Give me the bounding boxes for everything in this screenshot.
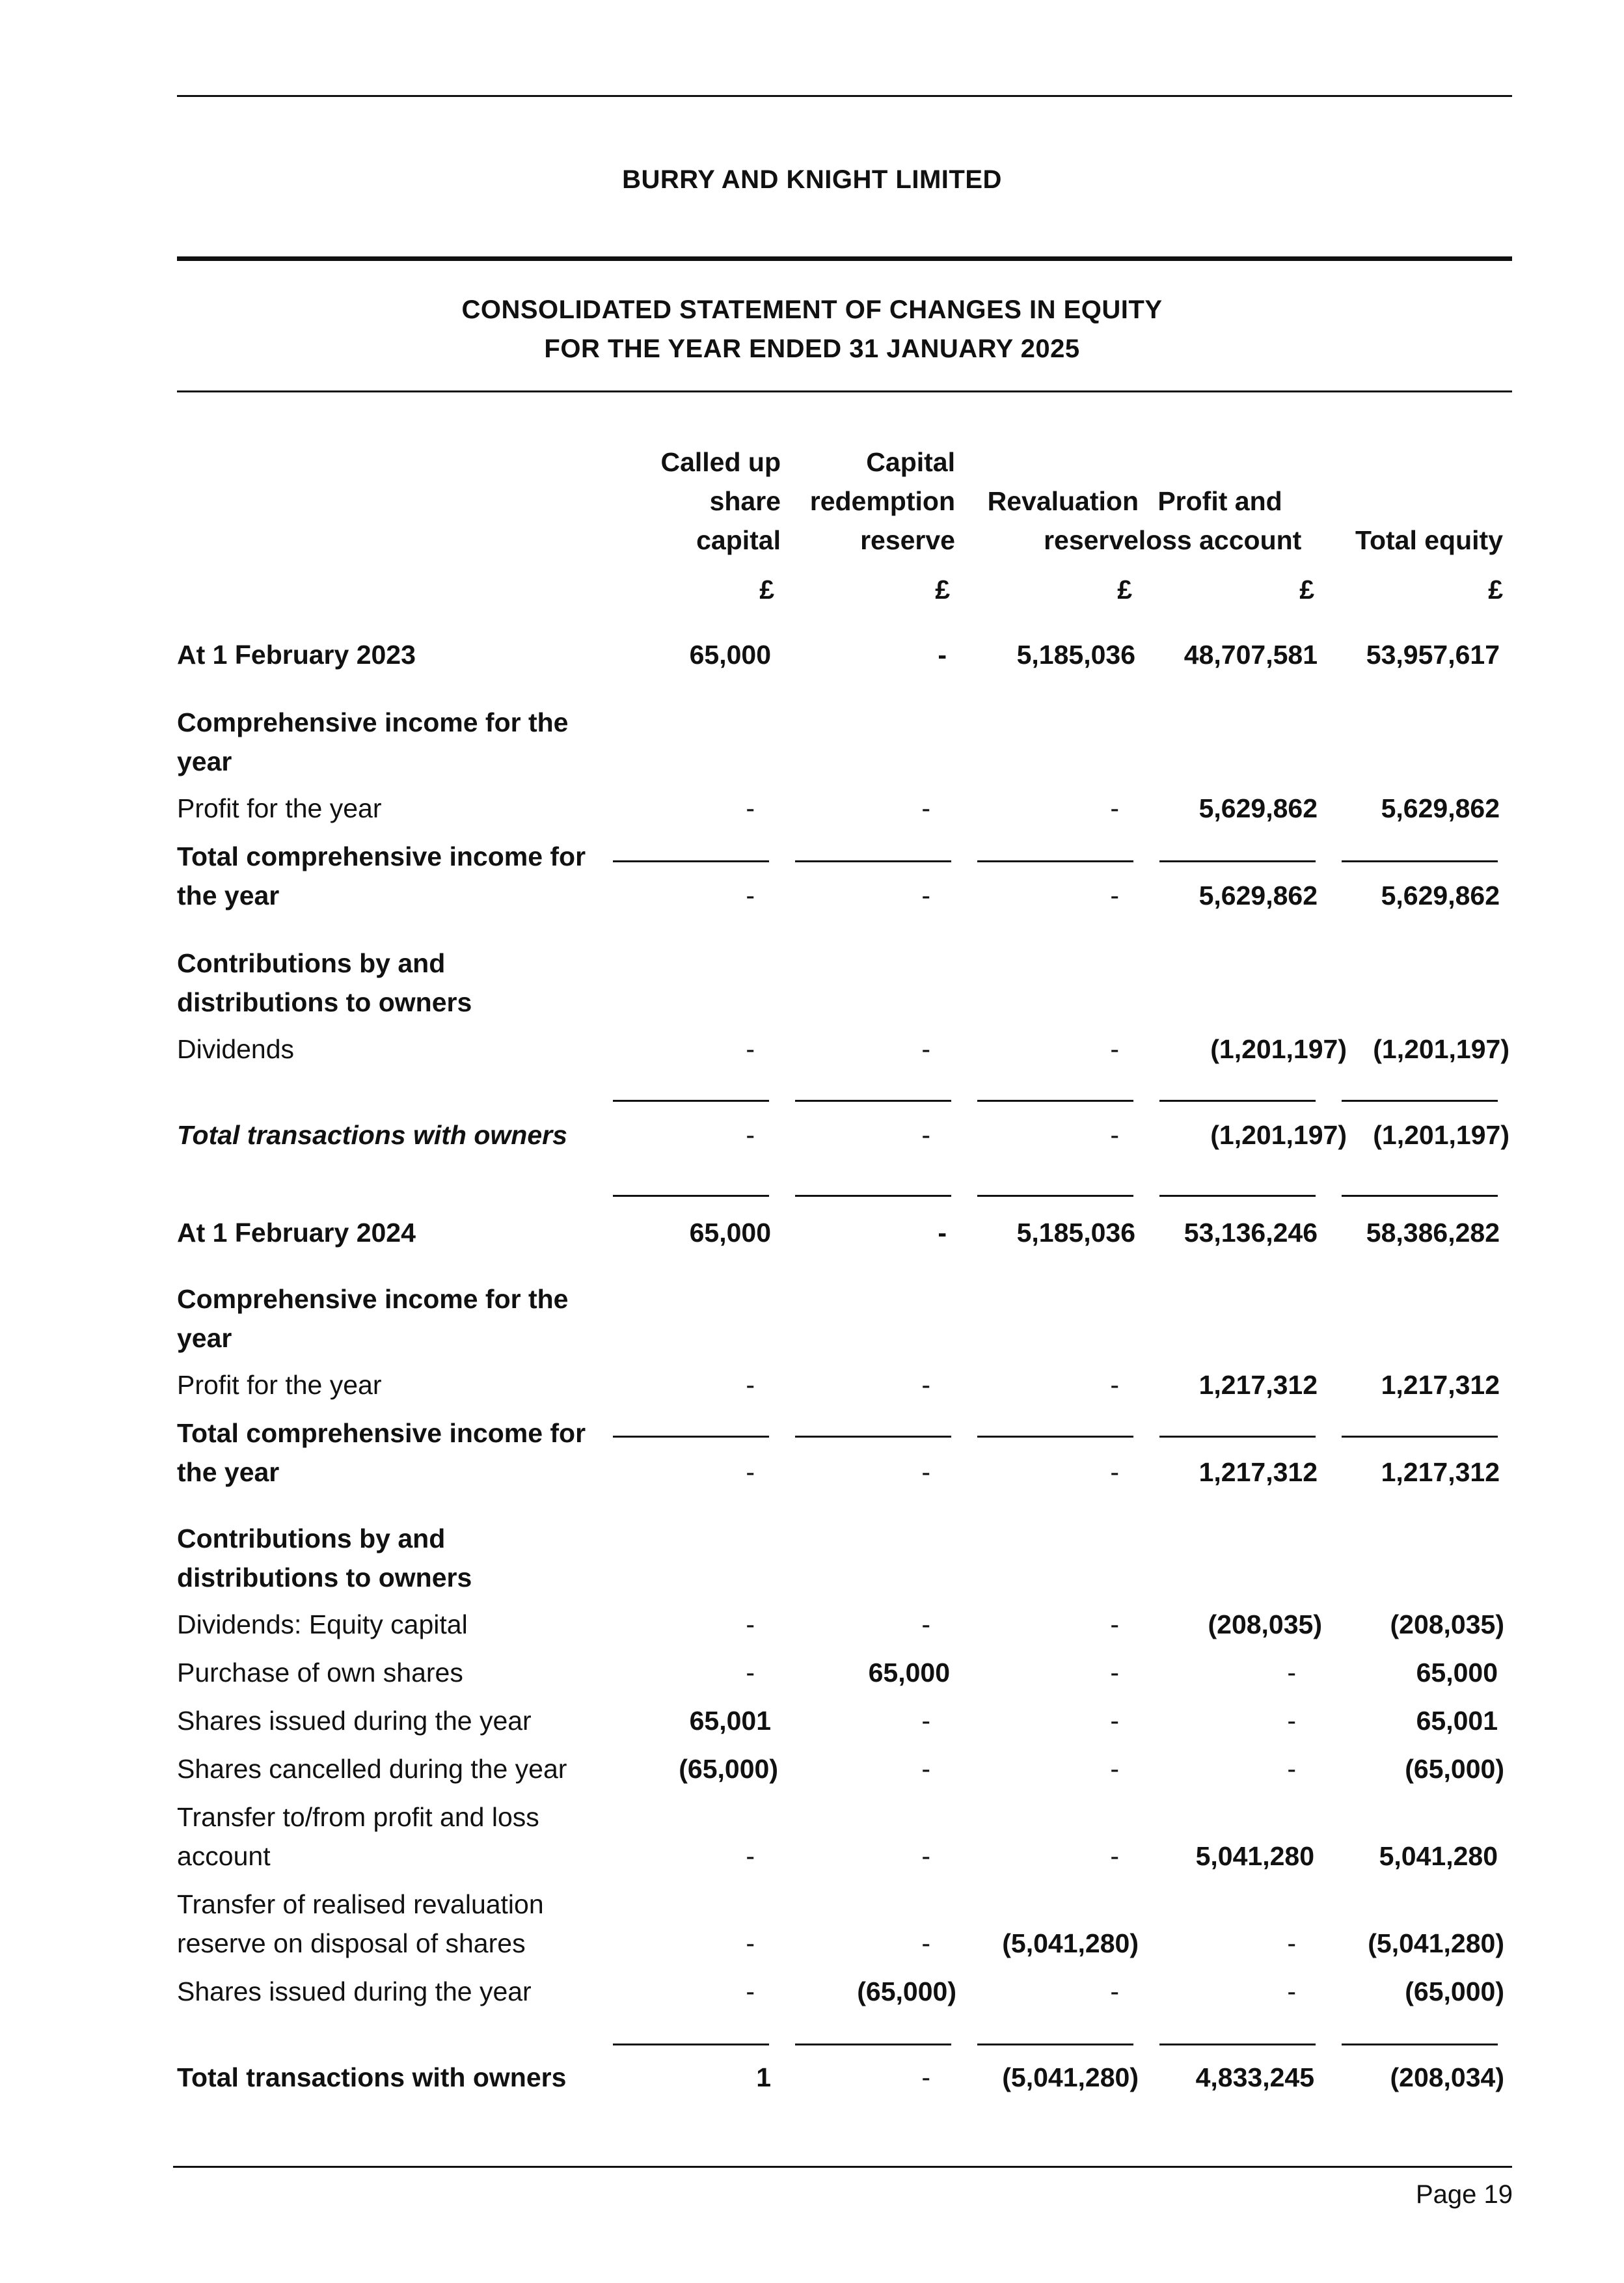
cell: -	[1110, 1706, 1119, 1736]
subtotal-underline	[613, 1100, 769, 1102]
cell: (65,000)	[1405, 1754, 1504, 1784]
subtotal-underline	[1159, 1100, 1316, 1102]
statement-period: FOR THE YEAR ENDED 31 JANUARY 2025	[544, 335, 1080, 363]
cell: (5,041,280)	[1002, 2062, 1139, 2092]
row-label-total-transactions-2025: Total transactions with owners	[177, 2062, 567, 2092]
cell: (1,201,197)	[1210, 1034, 1347, 1064]
cell: 65,000	[1416, 1658, 1498, 1688]
subtotal-underline	[1342, 1436, 1498, 1438]
subtotal-underline	[1342, 2044, 1498, 2045]
cell: -	[746, 1034, 755, 1064]
cell: (208,035)	[1208, 1609, 1322, 1639]
cell: -	[746, 1658, 755, 1688]
cell: -	[746, 1370, 755, 1400]
cell: -	[921, 1841, 930, 1871]
subtotal-underline	[795, 1436, 951, 1438]
total-underline	[1159, 1195, 1316, 1197]
cell: -	[746, 881, 755, 910]
cell: 65,000	[868, 1658, 950, 1688]
subtotal-underline	[1159, 2044, 1316, 2045]
cell: 1	[756, 2062, 771, 2092]
cell: -	[1110, 1120, 1119, 1150]
cell: -	[1110, 1658, 1119, 1688]
unit-capital-redemption: £	[935, 575, 950, 605]
cell: -	[921, 1609, 930, 1639]
section-heading-contributions: Contributions by and distributions to owners	[177, 1524, 472, 1593]
cell: -	[921, 2062, 930, 2092]
cell: 1,217,312	[1198, 1457, 1318, 1487]
cell: -	[921, 881, 930, 910]
cell: 5,185,036	[1016, 640, 1135, 670]
cell: (1,201,197)	[1210, 1120, 1347, 1150]
cell: -	[938, 1218, 947, 1248]
cell: -	[1110, 881, 1119, 910]
subtotal-underline	[977, 1100, 1133, 1102]
cell: -	[1110, 1457, 1119, 1487]
subtotal-underline	[795, 860, 951, 862]
cell: -	[938, 640, 947, 670]
total-underline	[1342, 1195, 1498, 1197]
cell: -	[1287, 1706, 1296, 1736]
row-label-total-comprehensive-income: Total comprehensive income for the year	[177, 841, 586, 910]
unit-revaluation: £	[1117, 575, 1132, 605]
row-label-shares-issued: Shares issued during the year	[177, 1976, 532, 2006]
cell: 58,386,282	[1366, 1218, 1500, 1248]
cell: (208,035)	[1390, 1609, 1504, 1639]
cell: -	[1110, 1976, 1119, 2006]
cell: (65,000)	[1405, 1976, 1504, 2006]
cell: -	[1110, 793, 1119, 823]
row-label-transfer-profit-loss: Transfer to/from profit and loss account	[177, 1802, 539, 1871]
cell: 5,041,280	[1195, 1841, 1314, 1871]
cell: 1,217,312	[1381, 1457, 1500, 1487]
cell: (65,000)	[679, 1754, 778, 1784]
cell: -	[746, 793, 755, 823]
subtotal-underline	[1342, 860, 1498, 862]
cell: 5,629,862	[1198, 793, 1318, 823]
row-label-at-1-feb-2024: At 1 February 2024	[177, 1218, 416, 1248]
cell: -	[1287, 1658, 1296, 1688]
subtotal-underline	[977, 860, 1133, 862]
section-heading-comprehensive-income: Comprehensive income for the year	[177, 707, 569, 776]
subtotal-underline	[977, 2044, 1133, 2045]
subtotal-underline	[613, 2044, 769, 2045]
cell: (65,000)	[857, 1976, 956, 2006]
row-label-dividends: Dividends	[177, 1034, 295, 1064]
cell: 65,001	[1416, 1706, 1498, 1736]
cell: 1,217,312	[1381, 1370, 1500, 1400]
cell: (1,201,197)	[1373, 1034, 1509, 1064]
cell: -	[746, 1841, 755, 1871]
unit-profit-loss: £	[1299, 575, 1314, 605]
subtotal-underline	[1342, 1100, 1498, 1102]
col-head-profit-loss: Profit and loss account	[1138, 486, 1302, 555]
section-heading-contributions: Contributions by and distributions to owners	[177, 948, 472, 1017]
row-label-at-1-feb-2023: At 1 February 2023	[177, 640, 416, 670]
cell: -	[921, 1754, 930, 1784]
col-head-capital-redemption: Capital redemption reserve	[809, 447, 955, 555]
cell: 5,629,862	[1381, 881, 1500, 910]
cell: -	[1110, 1841, 1119, 1871]
row-label-total-transactions-2024: Total transactions with owners	[177, 1120, 567, 1150]
subtotal-underline	[613, 860, 769, 862]
cell: 1,217,312	[1198, 1370, 1318, 1400]
cell: -	[746, 1976, 755, 2006]
cell: (208,034)	[1390, 2062, 1504, 2092]
cell: (5,041,280)	[1368, 1928, 1504, 1958]
row-label-purchase-own-shares: Purchase of own shares	[177, 1658, 463, 1688]
cell: 53,957,617	[1366, 640, 1500, 670]
subtotal-underline	[1159, 860, 1316, 862]
total-underline	[977, 1195, 1133, 1197]
row-label-transfer-revaluation-reserve: Transfer of realised revaluation reserve on disposal of shares	[177, 1889, 544, 1958]
cell: -	[921, 1120, 930, 1150]
total-underline	[795, 1195, 951, 1197]
statement-title: CONSOLIDATED STATEMENT OF CHANGES IN EQUITY	[461, 295, 1163, 324]
cell: -	[1110, 1370, 1119, 1400]
cell: 65,001	[689, 1706, 771, 1736]
cell: 53,136,246	[1184, 1218, 1318, 1248]
cell: (5,041,280)	[1002, 1928, 1139, 1958]
subtotal-underline	[613, 1436, 769, 1438]
row-label-profit-for-year: Profit for the year	[177, 1370, 382, 1400]
top-rule	[177, 95, 1512, 97]
cell: -	[1287, 1928, 1296, 1958]
cell: -	[746, 1609, 755, 1639]
company-name: BURRY AND KNIGHT LIMITED	[622, 165, 1002, 194]
cell: -	[921, 1457, 930, 1487]
unit-total-equity: £	[1488, 575, 1503, 605]
col-head-called-up: Called up share capital	[660, 447, 781, 555]
row-label-profit-for-year: Profit for the year	[177, 793, 382, 823]
unit-called-up: £	[759, 575, 774, 605]
cell: -	[746, 1928, 755, 1958]
subtotal-underline	[795, 1100, 951, 1102]
col-head-revaluation: Revaluation reserve	[987, 486, 1139, 555]
row-label-total-comprehensive-income: Total comprehensive income for the year	[177, 1418, 586, 1487]
cell: -	[746, 1457, 755, 1487]
cell: 5,629,862	[1381, 793, 1500, 823]
title-top-rule	[177, 256, 1512, 261]
cell: -	[1287, 1754, 1296, 1784]
cell: -	[746, 1120, 755, 1150]
subtotal-underline	[1159, 1436, 1316, 1438]
cell: 5,629,862	[1198, 881, 1318, 910]
cell: 65,000	[689, 1218, 771, 1248]
cell: 5,185,036	[1016, 1218, 1135, 1248]
section-heading-comprehensive-income: Comprehensive income for the year	[177, 1284, 569, 1353]
footer-rule	[173, 2166, 1512, 2168]
cell: 48,707,581	[1184, 640, 1318, 670]
cell: -	[1110, 1034, 1119, 1064]
row-label-shares-issued: Shares issued during the year	[177, 1706, 532, 1736]
cell: (1,201,197)	[1373, 1120, 1509, 1150]
cell: -	[921, 1034, 930, 1064]
row-label-dividends-equity-capital: Dividends: Equity capital	[177, 1609, 468, 1639]
cell: -	[1110, 1754, 1119, 1784]
cell: 65,000	[689, 640, 771, 670]
col-head-total-equity: Total equity	[1355, 525, 1503, 555]
cell: 5,041,280	[1379, 1841, 1498, 1871]
cell: -	[1110, 1609, 1119, 1639]
total-underline	[613, 1195, 769, 1197]
cell: -	[921, 793, 930, 823]
cell: -	[921, 1370, 930, 1400]
cell: 4,833,245	[1195, 2062, 1314, 2092]
page-number: Page 19	[1416, 2180, 1513, 2209]
cell: -	[1287, 1976, 1296, 2006]
title-bottom-rule	[177, 390, 1512, 392]
cell: -	[921, 1928, 930, 1958]
subtotal-underline	[977, 1436, 1133, 1438]
subtotal-underline	[795, 2044, 951, 2045]
cell: -	[921, 1706, 930, 1736]
row-label-shares-cancelled: Shares cancelled during the year	[177, 1754, 567, 1784]
